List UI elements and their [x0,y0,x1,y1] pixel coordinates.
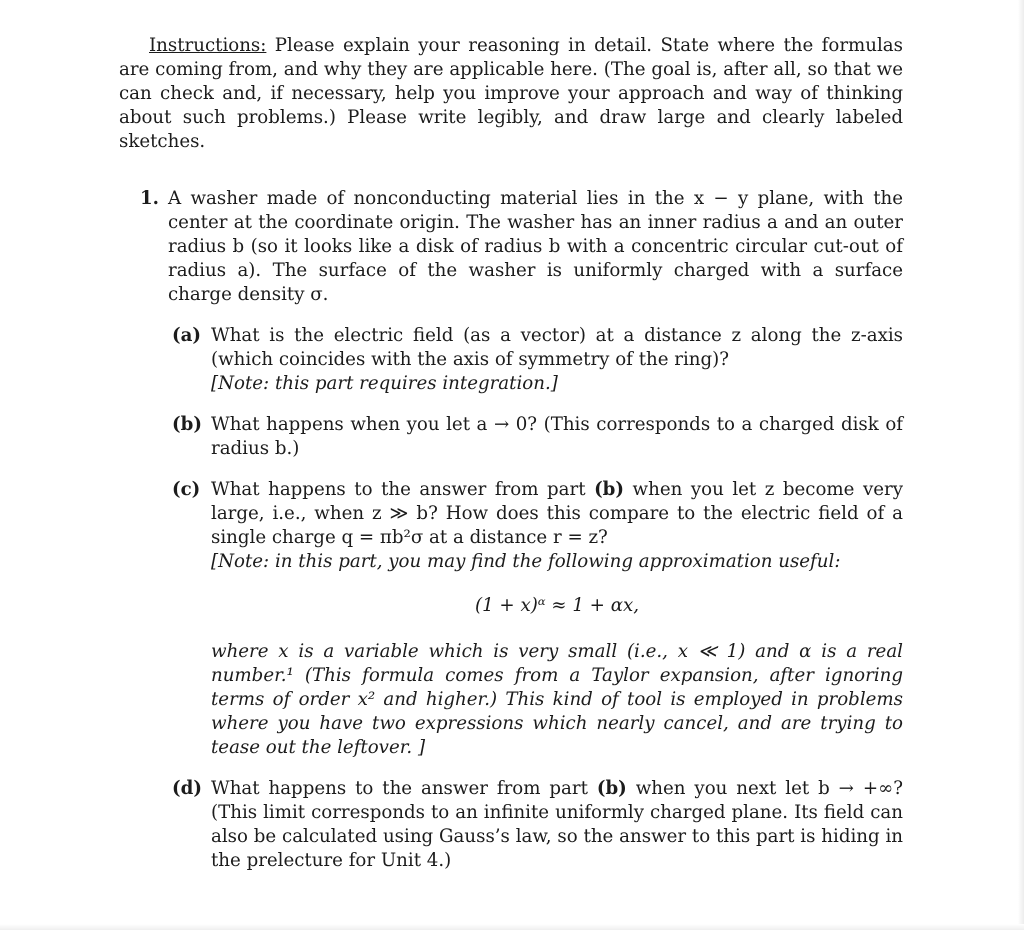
problem-statement: A washer made of nonconducting material lies in the x − y plane, with the center at the coordinate origin. The washer has an inner radius a and an outer radius b (so it looks like a disk of radius b with a concentric circular cut-out of radius a). The surface of the washer is uniformly charged with a surface charge density σ. [168,188,903,305]
part-d-ref: (b) [596,778,627,799]
part-a-note: [Note: this part requires integration.] [211,373,558,394]
part-d-label: (d) [172,778,202,799]
instructions-paragraph [119,34,903,154]
problem-1 [140,187,903,873]
page-edge-shadow-bottom [0,924,1024,930]
page-edge-shadow-right [1018,0,1024,930]
part-d-text [211,777,903,873]
part-d-text-2: when you next let b → +∞? (This limit corresponds to an infinite uniformly charged plane. Its field can also be calculated using Gauss’s law, so the answer to this part is hiding in the prelecture for Unit 4.) [211,778,903,871]
part-b [172,413,903,461]
part-b-label: (b) [172,414,202,435]
instructions-label: Instructions: [149,35,267,56]
part-c-text-2: when you let z become very large, i.e., when z ≫ b? How does this compare to the electric field of a single charge q = πb²σ at a distance r = z? [211,479,903,548]
part-c-label: (c) [172,479,201,500]
problem-number: 1. [140,188,159,209]
part-d [172,777,903,873]
part-a-label: (a) [172,325,201,346]
part-a-text: What is the electric field (as a vector) at a distance z along the z-axis (which coincides with the axis of symmetry of the ring)? [211,325,903,370]
part-c-text [211,478,903,550]
approximation-equation: (1 + x)ᵅ ≈ 1 + αx, [474,595,640,616]
part-d-text-1: What happens to the answer from part [211,778,597,799]
instructions-text: Please explain your reasoning in detail. State where the formulas are coming from, and why they are applicable here. (The goal is, after all, so that we can check and, if necessary, help you improve your approach and way of thinking about such problems.) Please write legibly, and draw large and clearly labeled sketches. [119,35,903,152]
part-b-text: What happens when you let a → 0? (This corresponds to a charged disk of radius b.) [211,414,903,459]
part-c-note-intro: [Note: in this part, you may find the following approximation useful: [211,551,841,572]
part-c [172,478,903,760]
part-c-note-body: where x is a variable which is very small (i.e., x ≪ 1) and α is a real number.¹ (This formula comes from a Taylor expansion, after ignoring terms of order x² and higher.) This kind of tool is employed in problems where you have two expressions which nearly cancel, and are trying to tease out the leftover. ] [211,641,903,758]
part-a [172,324,903,396]
part-c-text-1: What happens to the answer from part [211,479,595,500]
part-c-ref: (b) [594,479,625,500]
